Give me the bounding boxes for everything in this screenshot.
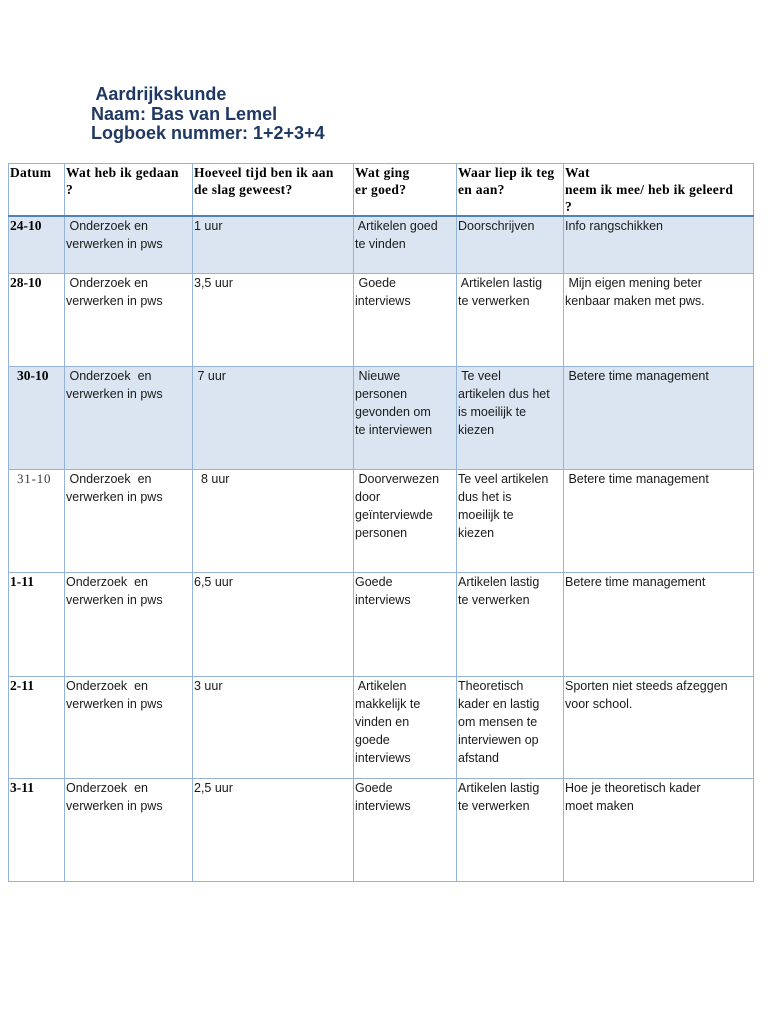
cell-learned: Betere time management xyxy=(564,469,754,572)
cell-went-well: Artikelen makkelijk te vinden en goede interviews xyxy=(354,676,457,778)
column-header-time: Hoeveel tijd ben ik aan de slag geweest? xyxy=(193,164,354,217)
table-row xyxy=(9,469,754,572)
cell-activity: Onderzoek en verwerken in pws xyxy=(65,778,193,881)
cell-went-well: Goede interviews xyxy=(354,778,457,881)
cell-date: 3-11 xyxy=(9,778,65,881)
table-header-row xyxy=(9,164,754,217)
cell-activity: Onderzoek en verwerken in pws xyxy=(65,366,193,469)
cell-learned: Sporten niet steeds afzeggen voor school. xyxy=(564,676,754,778)
column-header-went-well: Wat ging er goed? xyxy=(354,164,457,217)
cell-time: 7 uur xyxy=(193,366,354,469)
table-row xyxy=(9,216,754,273)
cell-activity: Onderzoek en verwerken in pws xyxy=(65,469,193,572)
cell-time: 2,5 uur xyxy=(193,778,354,881)
cell-learned: Info rangschikken xyxy=(564,216,754,273)
cell-difficulties: Artikelen lastig te verwerken xyxy=(457,778,564,881)
table-row xyxy=(9,273,754,366)
cell-time: 1 uur xyxy=(193,216,354,273)
cell-date: 30-10 xyxy=(9,366,65,469)
cell-difficulties: Te veel artikelen dus het is moeilijk te kiezen xyxy=(457,469,564,572)
cell-went-well: Nieuwe personen gevonden om te interviewen xyxy=(354,366,457,469)
table-row xyxy=(9,778,754,881)
table-row xyxy=(9,676,754,778)
cell-date: 2-11 xyxy=(9,676,65,778)
column-header-activity: Wat heb ik gedaan ? xyxy=(65,164,193,217)
cell-went-well: Goede interviews xyxy=(354,273,457,366)
cell-time: 8 uur xyxy=(193,469,354,572)
cell-date: 31-10 xyxy=(9,469,65,572)
cell-learned: Mijn eigen mening beter kenbaar maken met pws. xyxy=(564,273,754,366)
cell-difficulties: Te veel artikelen dus het is moeilijk te kiezen xyxy=(457,366,564,469)
cell-went-well: Goede interviews xyxy=(354,572,457,676)
cell-learned: Betere time management xyxy=(564,572,754,676)
cell-date: 24-10 xyxy=(9,216,65,273)
cell-difficulties: Theoretisch kader en lastig om mensen te interviewen op afstand xyxy=(457,676,564,778)
table-row xyxy=(9,366,754,469)
logbook-number: Logboek nummer: 1+2+3+4 xyxy=(91,123,325,143)
cell-difficulties: Artikelen lastig te verwerken xyxy=(457,273,564,366)
document-header xyxy=(91,85,325,144)
table-row xyxy=(9,572,754,676)
column-header-difficulties: Waar liep ik teg en aan? xyxy=(457,164,564,217)
cell-time: 3 uur xyxy=(193,676,354,778)
cell-activity: Onderzoek en verwerken in pws xyxy=(65,273,193,366)
cell-activity: Onderzoek en verwerken in pws xyxy=(65,676,193,778)
cell-learned: Betere time management xyxy=(564,366,754,469)
cell-learned: Hoe je theoretisch kader moet maken xyxy=(564,778,754,881)
cell-activity: Onderzoek en verwerken in pws xyxy=(65,572,193,676)
cell-went-well: Artikelen goed te vinden xyxy=(354,216,457,273)
subject-title: Aardrijkskunde xyxy=(91,84,227,104)
cell-date: 1-11 xyxy=(9,572,65,676)
cell-time: 3,5 uur xyxy=(193,273,354,366)
cell-activity: Onderzoek en verwerken in pws xyxy=(65,216,193,273)
cell-difficulties: Doorschrijven xyxy=(457,216,564,273)
column-header-date: Datum xyxy=(9,164,65,217)
student-name: Naam: Bas van Lemel xyxy=(91,103,278,124)
column-header-learned: Wat neem ik mee/ heb ik geleerd ? xyxy=(564,164,754,217)
logbook-table xyxy=(8,163,754,882)
cell-time: 6,5 uur xyxy=(193,572,354,676)
cell-date: 28-10 xyxy=(9,273,65,366)
cell-went-well: Doorverwezen door geïnterviewde personen xyxy=(354,469,457,572)
cell-difficulties: Artikelen lastig te verwerken xyxy=(457,572,564,676)
